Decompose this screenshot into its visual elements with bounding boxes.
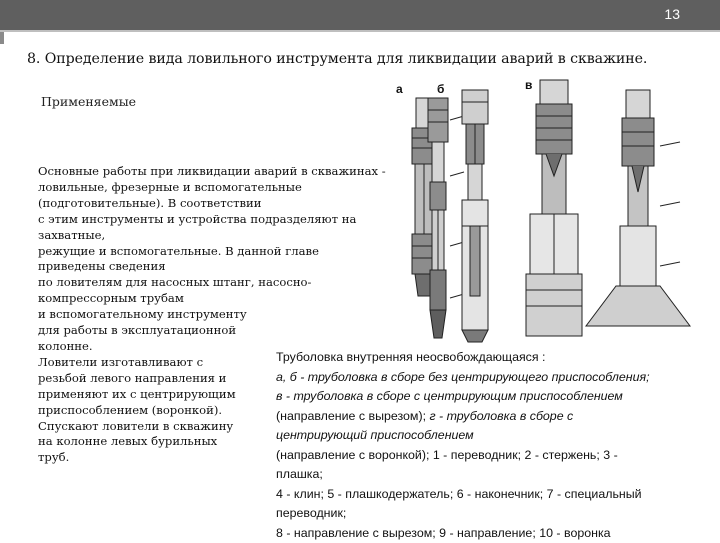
corner-accent — [0, 32, 4, 44]
body-line: для работы в эксплуатационной — [38, 323, 418, 339]
body-line: Основные работы при ликвидации аварий в скважинах - — [38, 164, 418, 180]
caption-line: плашка; — [276, 465, 716, 485]
page-number: 13 — [664, 6, 680, 22]
caption-line: (направление с воронкой); 1 - переводник; 2 - стержень; 3 - — [276, 446, 716, 466]
slide-title: 8. Определение вида ловильного инструмента для ликвидации аварий в скважине. — [27, 51, 647, 67]
caption-segment: (направление с вырезом); — [276, 409, 429, 423]
body-line: на колонне левых бурильных — [38, 434, 418, 450]
caption-line: переводник; — [276, 504, 716, 524]
body-line: режущие и вспомогательные. В данной главе — [38, 244, 418, 260]
slide-subtitle: Применяемые — [41, 94, 136, 109]
body-line: захватные, — [38, 228, 418, 244]
body-line: по ловителям для насосных штанг, насосно- — [38, 275, 418, 291]
header-divider — [0, 30, 720, 32]
fishing-tool-figure — [390, 76, 715, 346]
body-line: (подготовительные). В соответствии — [38, 196, 418, 212]
body-line: с этим инструменты и устройства подразделяют на — [38, 212, 418, 228]
body-line: применяют их с центрирующим — [38, 387, 418, 403]
figure-caption — [276, 348, 716, 543]
body-line: компрессорным трубам — [38, 291, 418, 307]
caption-segment: г - труболовка в сборе с — [429, 409, 573, 423]
caption-line: в - труболовка в сборе с центрирующим приспособлением — [276, 387, 716, 407]
tool-d-drawing — [586, 90, 690, 326]
tool-b-drawing — [428, 98, 464, 338]
figure-label-a: а — [396, 82, 403, 96]
caption-line: центрирующий приспособлением — [276, 426, 716, 446]
body-line: ловильные, фрезерные и вспомогательные — [38, 180, 418, 196]
figure-label-v: в — [525, 78, 532, 92]
caption-line: Труболовка внутренняя неосвобождающаяся : — [276, 348, 716, 368]
caption-line: 4 - клин; 5 - плашкодержатель; 6 - наконечник; 7 - специальный — [276, 485, 716, 505]
caption-line: а, б - труболовка в сборе без центрирующего приспособления; — [276, 368, 716, 388]
body-line: приведены сведения — [38, 259, 418, 275]
body-line: Ловители изготавливают с — [38, 355, 418, 371]
body-line: колонне. — [38, 339, 418, 355]
tool-g-drawing — [526, 80, 582, 336]
body-line: приспособлением (воронкой). — [38, 403, 418, 419]
tool-drawings — [390, 76, 715, 346]
caption-line — [276, 407, 716, 427]
body-line: и вспомогательному инструменту — [38, 307, 418, 323]
body-line: резьбой левого направления и — [38, 371, 418, 387]
tool-v-drawing — [462, 90, 488, 342]
body-line: труб. — [38, 450, 418, 466]
slide-header-bar — [0, 0, 720, 30]
body-line: Спускают ловители в скважину — [38, 419, 418, 435]
caption-line: 8 - направление с вырезом; 9 - направление; 10 - воронка — [276, 524, 716, 543]
figure-label-b: б — [437, 82, 444, 96]
